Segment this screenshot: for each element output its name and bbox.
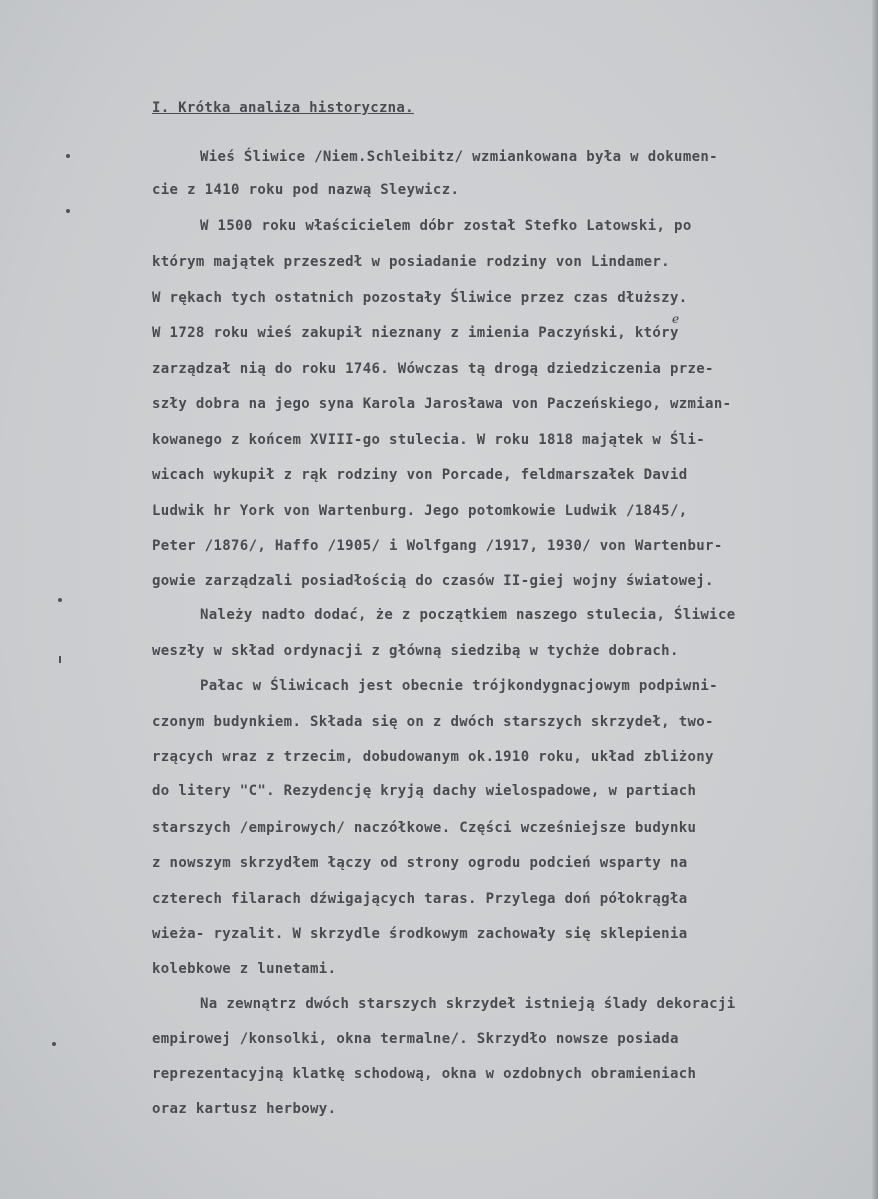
section-heading: I. Krótka analiza historyczna. <box>152 100 414 116</box>
text-line: czonym budynkiem. Składa się on z dwóch starszych skrzydeł, two- <box>152 714 714 730</box>
text-line: W 1728 roku wieś zakupił nieznany z imienia Paczyński, który <box>152 325 679 341</box>
page-edge-shadow <box>872 0 878 1199</box>
text-line: wicach wykupił z rąk rodziny von Porcade, feldmarszałek David <box>152 467 688 483</box>
text-line: reprezentacyjną klatkę schodową, okna w ozdobnych obramieniach <box>152 1066 697 1082</box>
text-line: do litery "C". Rezydencję kryją dachy wielospadowe, w partiach <box>152 783 697 799</box>
text-line: którym majątek przeszedł w posiadanie rodziny von Lindamer. <box>152 254 670 270</box>
margin-mark <box>59 656 61 663</box>
text-line: oraz kartusz herbowy. <box>152 1101 337 1117</box>
handwritten-correction: e <box>672 312 680 326</box>
text-line: starszych /empirowych/ naczółkowe. Części wcześniejsze budynku <box>152 820 697 836</box>
text-line: Wieś Śliwice /Niem.Schleibitz/ wzmiankowana była w dokumen- <box>200 149 718 165</box>
text-line: kowanego z końcem XVIII-go stulecia. W roku 1818 majątek w Śli- <box>152 432 706 448</box>
text-line: weszły w skład ordynacji z główną siedzibą w tychże dobrach. <box>152 643 679 659</box>
text-line: Należy nadto dodać, że z początkiem naszego stulecia, Śliwice <box>200 607 736 623</box>
text-line: czterech filarach dźwigających taras. Przylega doń półokrągła <box>152 891 688 907</box>
margin-mark <box>58 598 62 602</box>
text-line: empirowej /konsolki, okna termalne/. Skrzydło nowsze posiada <box>152 1031 679 1047</box>
text-line: gowie zarządzali posiadłością do czasów II-giej wojny światowej. <box>152 573 714 589</box>
margin-mark <box>66 154 70 158</box>
text-line: W 1500 roku właścicielem dóbr został Stefko Latowski, po <box>200 218 692 234</box>
margin-mark <box>52 1042 56 1046</box>
text-line: Pałac w Śliwicach jest obecnie trójkondygnacjowym podpiwni- <box>200 678 718 694</box>
text-line: kolebkowe z lunetami. <box>152 961 337 977</box>
text-line: zarządzał nią do roku 1746. Wówczas tą drogą dziedziczenia prze- <box>152 361 714 377</box>
text-line: rzących wraz z trzecim, dobudowanym ok.1910 roku, układ zbliżony <box>152 749 714 765</box>
text-line: Ludwik hr York von Wartenburg. Jego potomkowie Ludwik /1845/, <box>152 503 688 519</box>
text-line: cie z 1410 roku pod nazwą Sleywicz. <box>152 182 460 198</box>
margin-mark <box>66 209 70 213</box>
text-line: Peter /1876/, Haffo /1905/ i Wolfgang /1917, 1930/ von Wartenbur- <box>152 538 723 554</box>
text-line: wieża- ryzalit. W skrzydle środkowym zachowały się sklepienia <box>152 926 688 942</box>
text-line: z nowszym skrzydłem łączy od strony ogrodu podcień wsparty na <box>152 855 688 871</box>
text-line: szły dobra na jego syna Karola Jarosława von Paczeńskiego, wzmian- <box>152 396 732 412</box>
text-line: W rękach tych ostatnich pozostały Śliwice przez czas dłuższy. <box>152 290 688 306</box>
text-line: Na zewnątrz dwóch starszych skrzydeł istnieją ślady dekoracji <box>200 996 736 1012</box>
